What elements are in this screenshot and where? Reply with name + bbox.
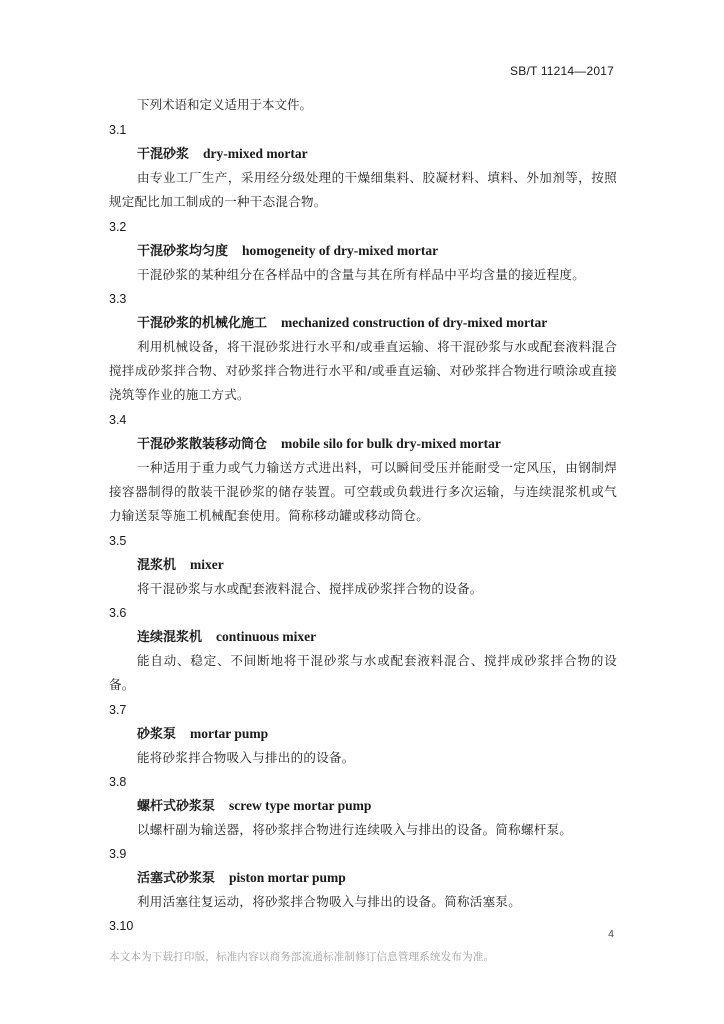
terms-list [0, 118, 724, 938]
term-title [0, 794, 724, 818]
term-definition: 能自动、稳定、不间断地将干混砂浆与水或配套液料混合、搅拌成砂浆拌合物的设备。 [109, 652, 617, 693]
term-title-cn: 干混砂浆 [137, 147, 190, 162]
term-number: 3.5 [109, 533, 127, 548]
standard-code: SB/T 11214—2017 [510, 64, 614, 78]
term-number: 3.2 [109, 219, 127, 234]
term-title-en: dry-mixed mortar [203, 146, 308, 161]
term-definition: 由专业工厂生产，采用经分级处理的干燥细集料、胶凝材料、填料、外加剂等，按照规定配比加工制成的一种干态混合物。 [109, 170, 617, 210]
term-entry [0, 842, 724, 914]
term-title-cn: 干混砂浆均匀度 [137, 243, 229, 259]
term-title [0, 432, 724, 456]
term-number: 3.1 [109, 123, 127, 137]
term-title [0, 142, 724, 166]
term-definition: 一种适用于重力或气力输送方式进出料，可以瞬间受压并能耐受一定风压，由钢制焊接容器制得的散装干混砂浆的储存装置。可空载或负载进行多次运输，与连续混浆机或气力输送泵等施工机械配套使用。简称移动罐或移动筒仓。 [109, 459, 617, 524]
term-entry [0, 770, 724, 842]
term-number: 3.10 [109, 919, 134, 934]
term-title-cn: 干混砂浆的机械化施工 [137, 315, 268, 331]
term-title [0, 625, 724, 649]
term-definition: 利用活塞往复运动，将砂浆拌合物吸入与排出的设备。简称活塞泵。 [137, 894, 522, 910]
term-title-cn: 干混砂浆散装移动筒仓 [137, 436, 268, 452]
term-title [0, 239, 724, 263]
term-title-en: mobile silo for bulk dry-mixed mortar [281, 435, 501, 451]
term-title-cn: 砂浆泵 [137, 726, 177, 742]
term-entry [0, 914, 724, 938]
term-entry [0, 118, 724, 215]
footer-note: 本文本为下载打印版，标准内容以商务部流通标准制修订信息管理系统发布为准。 [109, 951, 495, 963]
term-number: 3.7 [109, 702, 127, 717]
term-title-cn: 连续混浆机 [137, 629, 203, 645]
page-number: 4 [608, 928, 614, 940]
term-title-en: screw type mortar pump [229, 797, 372, 813]
term-number: 3.3 [109, 291, 127, 306]
term-entry [0, 601, 724, 698]
term-title-en: mechanized construction of dry-mixed mortar [281, 314, 548, 330]
term-title-en: piston mortar pump [229, 870, 346, 886]
term-number: 3.6 [109, 605, 127, 620]
term-title [0, 553, 724, 577]
term-number: 3.8 [109, 774, 127, 789]
term-definition: 将干混砂浆与水或配套液料混合、搅拌成砂浆拌合物的设备。 [137, 580, 483, 596]
term-number: 3.9 [109, 847, 127, 862]
term-title [0, 311, 724, 335]
intro-text: 下列术语和定义适用于本文件。 [137, 97, 313, 112]
term-title [0, 866, 724, 890]
term-title-en: mortar pump [190, 725, 269, 741]
term-definition: 利用机械设备，将干混砂浆进行水平和/或垂直运输、将干混砂浆与水或配套液料混合搅拌成砂浆拌合物、对砂浆拌合物进行水平和/或垂直运输、对砂浆拌合物进行喷涂或直接浇筑等作业的施工方式。 [109, 338, 617, 403]
term-number: 3.4 [109, 412, 127, 427]
term-title-cn: 混浆机 [137, 557, 177, 573]
term-definition: 干混砂浆的某种组分在各样品中的含量与其在所有样品中平均含量的接近程度。 [137, 266, 586, 282]
term-entry [0, 408, 724, 529]
term-entry [0, 287, 724, 408]
term-title-cn: 螺杆式砂浆泵 [137, 798, 216, 814]
term-definition: 以螺杆副为输送器，将砂浆拌合物进行连续吸入与排出的设备。简称螺杆泵。 [137, 821, 573, 837]
term-title-en: continuous mixer [216, 628, 317, 644]
term-entry [0, 698, 724, 770]
term-entry [0, 215, 724, 287]
term-title-cn: 活塞式砂浆泵 [137, 871, 216, 887]
term-title-en: homogeneity of dry-mixed mortar [242, 242, 439, 258]
term-entry [0, 529, 724, 601]
term-title [0, 722, 724, 746]
term-title-en: mixer [190, 556, 224, 572]
term-definition: 能将砂浆拌合物吸入与排出的的设备。 [137, 749, 355, 765]
